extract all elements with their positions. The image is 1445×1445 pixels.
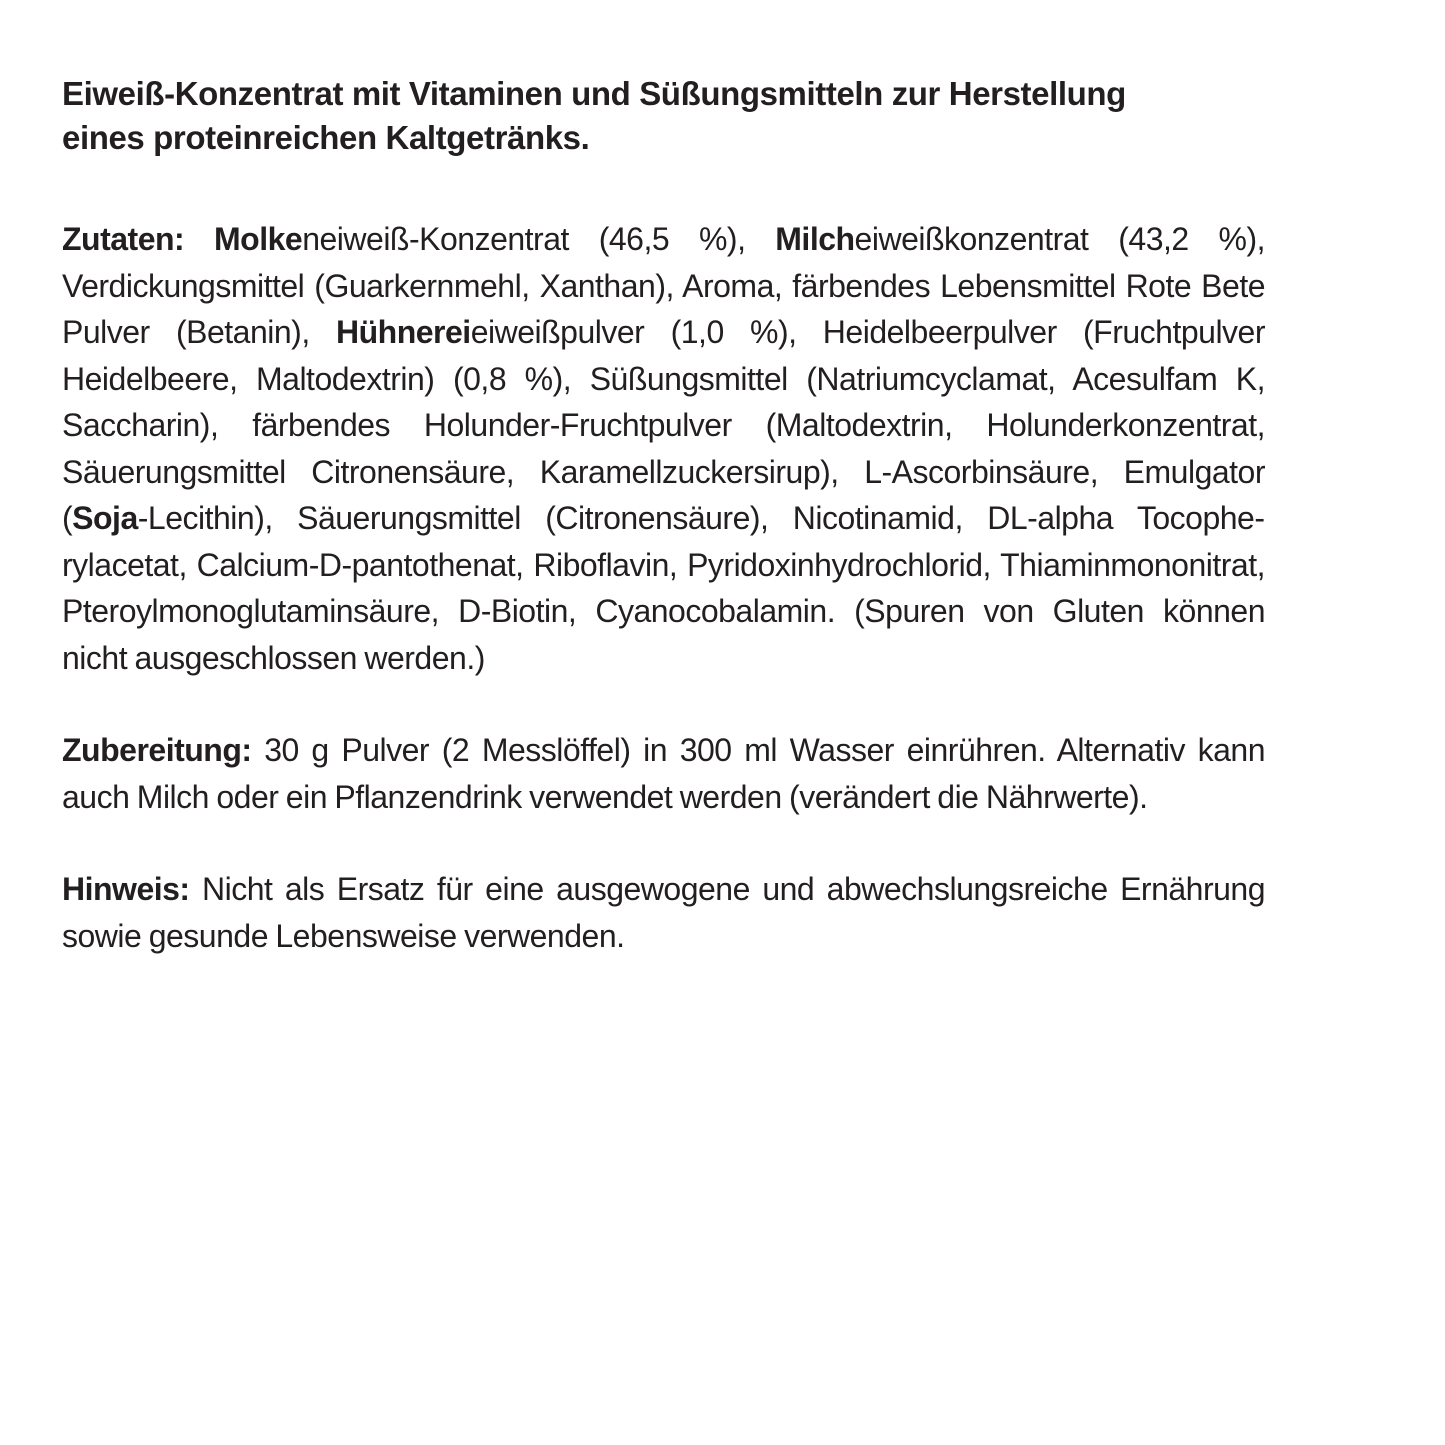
notice-text: Nicht als Ersatz für eine ausgewogene und abwechslungsreiche Ernährung sowie gesunde Lebensweise verwenden.: [62, 871, 1266, 954]
preparation-paragraph: [62, 727, 1265, 820]
ingredient-allergen: Milch: [775, 221, 855, 257]
ingredients-paragraph: [62, 216, 1265, 681]
product-heading-line-2: eines proteinreichen Kaltgetränks.: [62, 119, 590, 156]
ingredient-text: eiweißpulver (1,0 %), Heidelbeerpulver (Fruchtpulver Heidelbeere, Maltodextrin) (0,8 %), Süßungsmittel (Natriumcyclamat, Acesulfam K, Saccharin), färbendes Holunder-Fruchtpulver (Maltodextrin, Holunderkonzentrat, Säuerungsmittel Citronensäure, Karamellzuckersirup), L-Ascorbinsäure, Emulgator (: [62, 314, 1265, 536]
ingredient-allergen: Hühnerei: [336, 314, 471, 350]
product-heading-line-1: Eiweiß-Konzentrat mit Vitaminen und Süßungsmitteln zur Herstellung: [62, 75, 1126, 112]
ingredient-text: eiweißkonzentrat (43,2 %), Verdickungsmittel (Guarkernmehl, Xanthan), Aroma, färbendes Lebensmittel Rote Bete Pulver (Betanin),: [62, 221, 1265, 350]
notice-label: Hinweis:: [62, 871, 190, 907]
product-label-text: [62, 72, 1265, 959]
ingredient-allergen: Molke: [214, 221, 303, 257]
ingredient-allergen: Soja: [72, 500, 138, 536]
ingredients-label: Zutaten:: [62, 221, 185, 257]
ingredient-text: neiweiß-Konzentrat (46,5 %),: [302, 221, 776, 257]
preparation-label: Zubereitung:: [62, 732, 252, 768]
ingredient-text: -Lecithin), Säuerungsmittel (Citronensäure), Nicotinamid, DL-alpha Tocopherylacetat, Calcium-D-pantothenat, Riboflavin, Pyridoxinhydrochlorid, Thiaminmononitrat, Pteroylmonoglutaminsäure, D-Biotin, Cyanocobalamin. (Spuren von Gluten können nicht ausgeschlossen werden.): [62, 500, 1265, 676]
product-heading: [62, 72, 1265, 160]
preparation-text: 30 g Pulver (2 Messlöffel) in 300 ml Wasser einrühren. Alternativ kann auch Milch oder ein Pflanzendrink verwendet werden (verändert die Nährwerte).: [62, 732, 1266, 815]
notice-paragraph: [62, 866, 1265, 959]
